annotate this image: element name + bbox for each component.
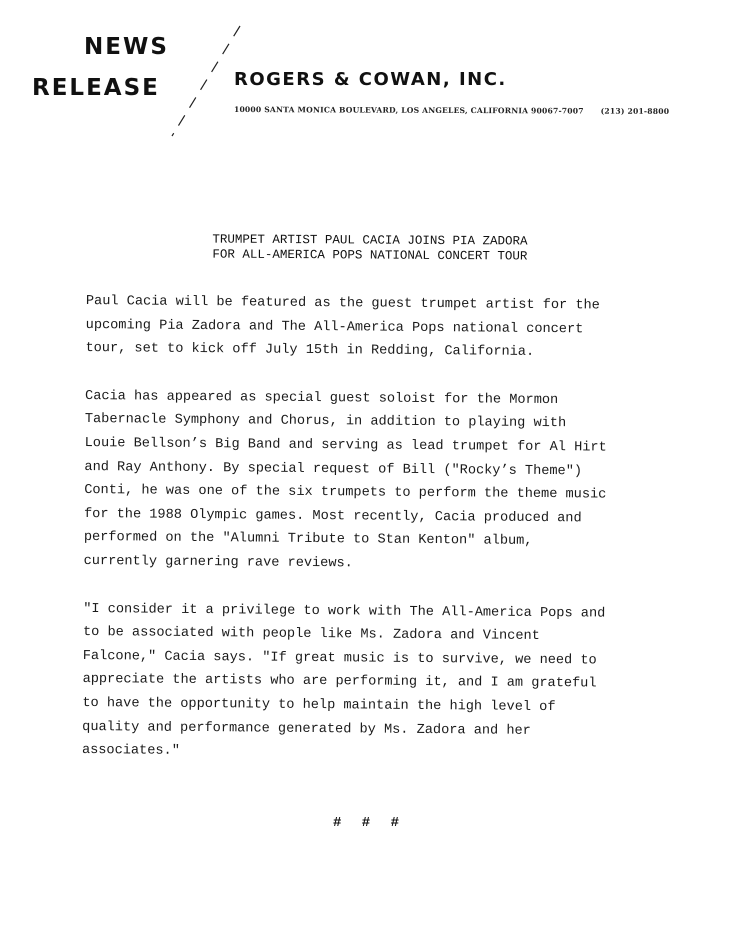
- body-line: and Ray Anthony. By special request of Bill ("Rocky’s Theme"): [84, 459, 583, 479]
- release-body: [82, 290, 706, 768]
- body-line: "I consider it a privilege to work with The All-America Pops and: [83, 601, 606, 622]
- paragraph-quote: [82, 598, 703, 769]
- body-line: Paul Cacia will be featured as the guest trumpet artist for the: [85, 293, 600, 314]
- paragraph-background: [84, 385, 706, 579]
- body-line: Tabernacle Symphony and Chorus, in addition to playing with: [84, 412, 567, 432]
- body-line: quality and performance generated by Ms. Zadora and her: [82, 719, 531, 739]
- body-line: to have the opportunity to help maintain the high level of: [82, 695, 556, 716]
- headline-line: TRUMPET ARTIST PAUL CACIA JOINS PIA ZADORA: [212, 232, 528, 249]
- body-line: Falcone," Cacia says. "If great music is to survive, we need to: [82, 648, 597, 669]
- body-line: Louie Bellson’s Big Band and serving as lead trumpet for Al Hirt: [84, 435, 607, 456]
- body-line: to be associated with people like Ms. Zadora and Vincent: [82, 625, 540, 645]
- body-line: currently garnering rave reviews.: [83, 553, 353, 572]
- body-line: Conti, he was one of the six trumpets to perform the theme music: [84, 483, 607, 503]
- headline-line: FOR ALL-AMERICA POPS NATIONAL CONCERT TOUR: [212, 247, 528, 264]
- company-phone: (213) 201-8800: [600, 106, 670, 116]
- paragraph-announcement: [85, 290, 706, 366]
- end-mark: # # #: [333, 815, 406, 831]
- headline: [120, 232, 620, 265]
- body-line: associates.": [81, 743, 180, 759]
- body-line: performed on the "Alumni Tribute to Stan Kenton" album,: [83, 530, 533, 550]
- company-address: [234, 105, 669, 116]
- masthead-release: RELEASE: [32, 75, 160, 101]
- body-line: tour, set to kick off July 15th in Redding, California.: [85, 341, 535, 361]
- body-line: appreciate the artists who are performing it, and I am grateful: [82, 672, 597, 692]
- body-line: upcoming Pia Zadora and The All-America Pops national concert: [85, 317, 584, 337]
- masthead-news: NEWS: [84, 34, 169, 60]
- body-line: Cacia has appeared as special guest soloist for the Mormon: [85, 388, 559, 408]
- company-street-address: 10000 SANTA MONICA BOULEVARD, LOS ANGELES, CALIFORNIA 90067-7007: [233, 105, 584, 116]
- body-line: for the 1988 Olympic games. Most recently, Cacia produced and: [83, 506, 582, 527]
- company-name: ROGERS & COWAN, INC.: [234, 69, 507, 90]
